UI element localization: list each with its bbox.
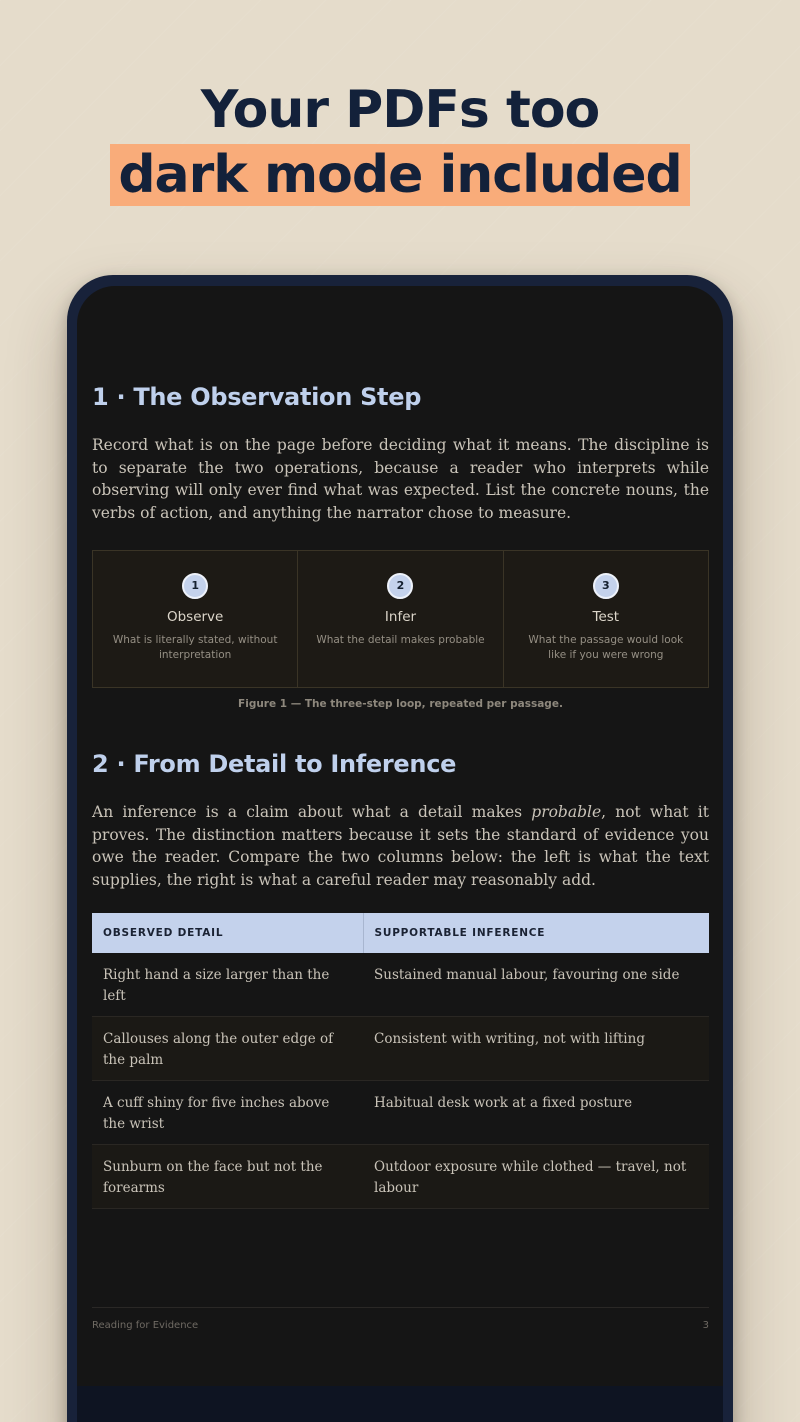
pdf-viewer-screen[interactable] (77, 286, 723, 1422)
step-test (504, 551, 708, 687)
headline-line-2-highlighted: dark mode included (110, 144, 689, 206)
section-2-paragraph (92, 801, 709, 891)
section-1-paragraph: Record what is on the page before deciding what it means. The discipline is to separate the two operations, because a reader who interprets while observing will only ever find what was expected. List the concrete nouns, the verbs of action, and anything the narrator chose to measure. (92, 436, 709, 522)
step-description: What the detail makes probable (316, 634, 485, 646)
step-observe (93, 551, 298, 687)
column-header-inference: SUPPORTABLE INFERENCE (363, 913, 709, 953)
table-cell: Outdoor exposure while clothed — travel, not labour (363, 1145, 709, 1209)
headline-line-1: Your PDFs too (200, 80, 600, 140)
paragraph-text: An inference is a claim about what a detail makes (92, 803, 532, 821)
table-cell: Consistent with writing, not with lifting (363, 1017, 709, 1081)
three-step-figure (92, 550, 709, 688)
figure-caption: Figure 1 — The three-step loop, repeated per passage. (238, 698, 563, 710)
step-title: Observe (166, 609, 224, 625)
step-number-badge: 1 (182, 573, 208, 599)
emphasis-text: probable (531, 803, 602, 821)
table-row (92, 953, 709, 1017)
table-cell: Callouses along the outer edge of the palm (92, 1017, 363, 1081)
page-number: 3 (702, 1320, 709, 1331)
table-cell: Right hand a size larger than the left (92, 953, 363, 1017)
table-cell: Habitual desk work at a fixed posture (363, 1081, 709, 1145)
step-description: What is literally stated, without interpretation (112, 634, 278, 661)
table-cell: Sustained manual labour, favouring one side (363, 953, 709, 1017)
step-number-badge: 3 (593, 573, 619, 599)
promo-headline (0, 78, 800, 206)
step-title: Test (592, 609, 620, 625)
table-row (92, 1145, 709, 1209)
step-infer (298, 551, 503, 687)
table-row (92, 1081, 709, 1145)
footer-divider (92, 1307, 709, 1308)
step-description: What the passage would look like if you were wrong (528, 634, 684, 661)
section-2-heading: 2 · From Detail to Inference (92, 750, 457, 778)
paragraph-text: , not what it proves. The distinction matters because it sets the standard of evidence you owe the reader. Compare the two columns below: the left is what the text supplies, the right is what a careful reader may reasonably add. (92, 803, 709, 889)
table-cell: A cuff shiny for five inches above the wrist (92, 1081, 363, 1145)
step-title: Infer (384, 609, 417, 625)
evidence-table (92, 913, 709, 1209)
page-footer (92, 1320, 709, 1331)
table-cell: Sunburn on the face but not the forearms (92, 1145, 363, 1209)
table-row (92, 1017, 709, 1081)
column-header-observed: OBSERVED DETAIL (92, 913, 363, 953)
next-page-edge (77, 1386, 723, 1422)
table-header-row (92, 913, 709, 953)
running-title: Reading for Evidence (92, 1320, 199, 1331)
section-1-heading: 1 · The Observation Step (92, 383, 422, 411)
tablet-device-frame (67, 275, 733, 1422)
step-number-badge: 2 (387, 573, 413, 599)
